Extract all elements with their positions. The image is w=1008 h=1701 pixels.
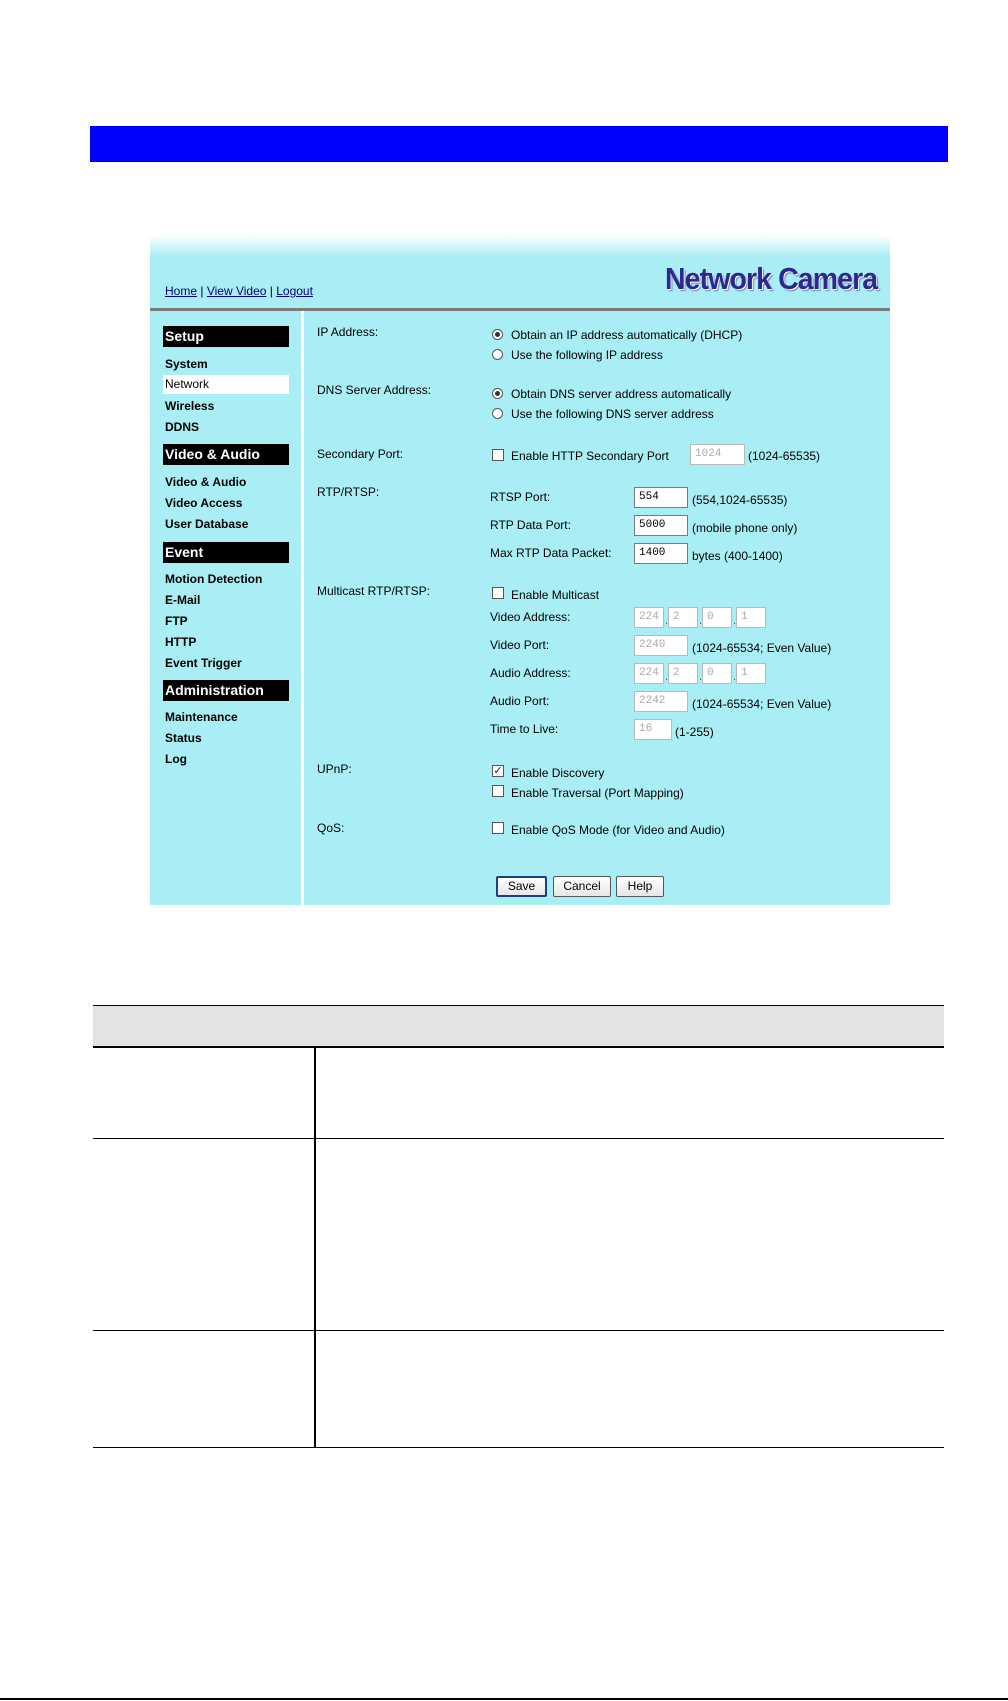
dns-auto-radio[interactable] [492,388,503,399]
table-row-divider [93,1138,944,1139]
sidebar-item-network[interactable]: Network [163,375,289,394]
sidebar-divider [301,311,304,905]
rtsp-port-hint: (554,1024-65535) [692,493,788,507]
audio-address-octet-1[interactable]: 224 [634,663,664,684]
sidebar-item-system[interactable]: System [165,357,208,371]
table-column-divider [314,1047,316,1448]
sidebar-item-ftp[interactable]: FTP [165,614,188,628]
video-address-octet-4[interactable]: 1 [736,607,766,628]
cancel-button[interactable]: Cancel [553,876,611,897]
table-row-divider [93,1330,944,1331]
page-footer-rule [0,1698,1008,1700]
octet-dot: . [665,671,669,683]
multicast-label: Multicast RTP/RTSP: [317,584,430,598]
max-rtp-packet-input[interactable]: 1400 [634,543,688,564]
dns-manual-radio[interactable] [492,408,503,419]
qos-checkbox-label: Enable QoS Mode (for Video and Audio) [511,823,725,837]
sidebar-item-log[interactable]: Log [165,752,187,766]
header-divider [150,308,890,311]
upnp-traversal-checkbox[interactable] [492,785,504,797]
ip-static-label: Use the following IP address [511,348,663,362]
sidebar-item-wireless[interactable]: Wireless [165,399,215,413]
qos-checkbox[interactable] [492,822,504,834]
sidebar-item-motion-detection[interactable]: Motion Detection [165,572,263,586]
audio-port-hint: (1024-65534; Even Value) [692,697,832,711]
secondary-port-checkbox[interactable] [492,449,504,461]
audio-address-octet-2[interactable]: 2 [668,663,698,684]
ttl-hint: (1-255) [675,725,714,739]
octet-dot: . [733,671,737,683]
max-rtp-packet-label: Max RTP Data Packet: [490,546,612,560]
dns-server-label: DNS Server Address: [317,383,432,397]
sidebar-section-setup: Setup [163,326,289,347]
sidebar-item-video-access[interactable]: Video Access [165,496,243,510]
secondary-port-range: (1024-65535) [748,449,821,463]
audio-address-octet-3[interactable]: 0 [702,663,732,684]
header-gradient [150,235,890,257]
upnp-discovery-label: Enable Discovery [511,766,605,780]
secondary-port-label: Secondary Port: [317,447,404,461]
upnp-discovery-checkbox[interactable]: ✓ [493,765,503,777]
audio-address-label: Audio Address: [490,666,571,680]
secondary-port-checkbox-label: Enable HTTP Secondary Port [511,449,669,463]
rtp-data-port-hint: (mobile phone only) [692,521,798,535]
rtp-data-port-input[interactable]: 5000 [634,515,688,536]
help-button[interactable]: Help [616,876,664,897]
video-address-octet-2[interactable]: 2 [668,607,698,628]
video-port-input[interactable]: 2240 [634,635,688,656]
rtsp-port-label: RTSP Port: [490,490,551,504]
save-button[interactable]: Save [496,876,547,897]
sidebar-section-administration: Administration [163,680,289,701]
sidebar-item-user-database[interactable]: User Database [165,517,249,531]
audio-address-octet-4[interactable]: 1 [736,663,766,684]
view-video-link[interactable]: View Video [206,284,267,298]
sidebar-section-event: Event [163,542,289,563]
rtsp-port-input[interactable]: 554 [634,487,688,508]
sidebar-item-email[interactable]: E-Mail [165,593,201,607]
sidebar-item-ddns[interactable]: DDNS [165,420,200,434]
max-rtp-packet-hint: bytes (400-1400) [692,549,783,563]
sidebar-item-event-trigger[interactable]: Event Trigger [165,656,242,670]
ttl-input[interactable]: 16 [634,719,672,740]
secondary-port-input[interactable]: 1024 [690,444,745,465]
table-bottom-border [93,1447,944,1448]
dns-auto-label: Obtain DNS server address automatically [511,387,732,401]
ip-address-label: IP Address: [317,325,379,339]
sidebar-item-status[interactable]: Status [165,731,202,745]
ip-static-radio[interactable] [492,349,503,360]
table-header-row [93,1006,944,1046]
video-address-octet-3[interactable]: 0 [702,607,732,628]
video-address-octet-1[interactable]: 224 [634,607,664,628]
sidebar-item-maintenance[interactable]: Maintenance [165,710,238,724]
sidebar-section-video-audio: Video & Audio [163,444,289,465]
audio-port-label: Audio Port: [490,694,550,708]
dns-manual-label: Use the following DNS server address [511,407,714,421]
octet-dot: . [699,615,703,627]
video-address-label: Video Address: [490,610,571,624]
audio-port-input[interactable]: 2242 [634,691,688,712]
logout-link[interactable]: Logout [276,284,313,298]
network-camera-logo: Network Camera [665,261,878,296]
home-link[interactable]: Home [165,284,198,298]
multicast-checkbox[interactable] [492,587,504,599]
upnp-label: UPnP: [317,762,352,776]
sidebar-item-http[interactable]: HTTP [165,635,197,649]
octet-dot: . [665,615,669,627]
link-separator: | [197,284,207,298]
video-port-label: Video Port: [490,638,550,652]
network-settings-screenshot [150,235,890,905]
video-port-hint: (1024-65534; Even Value) [692,641,832,655]
multicast-checkbox-label: Enable Multicast [511,588,600,602]
qos-label: QoS: [317,821,345,835]
top-nav-links [165,284,313,298]
ip-dhcp-radio[interactable] [492,329,503,340]
octet-dot: . [699,671,703,683]
link-separator: | [266,284,277,298]
table-header-border [93,1046,944,1048]
rtp-rtsp-label: RTP/RTSP: [317,485,380,499]
octet-dot: . [733,615,737,627]
ttl-label: Time to Live: [490,722,559,736]
rtp-data-port-label: RTP Data Port: [490,518,571,532]
sidebar-item-video-audio[interactable]: Video & Audio [165,475,247,489]
upnp-traversal-label: Enable Traversal (Port Mapping) [511,786,684,800]
ip-dhcp-label: Obtain an IP address automatically (DHCP) [511,328,743,342]
chapter-header-bar [90,126,948,162]
